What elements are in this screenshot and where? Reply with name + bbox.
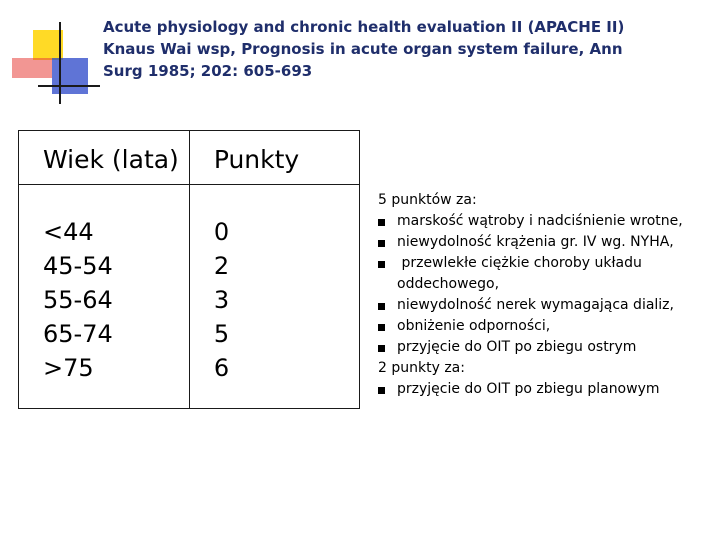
square-bullet-icon [378,219,385,226]
list-item-text: marskość wątroby i nadciśnienie wrotne, [397,213,683,229]
square-bullet-icon [378,240,385,247]
square-bullet-icon [378,324,385,331]
age-value: <44 [43,218,94,246]
points-value: 0 [213,218,230,246]
square-bullet-icon [378,261,385,268]
list-item [378,295,718,316]
points-cell [189,185,359,409]
points-value: 5 [213,320,230,348]
list-item [378,337,718,358]
age-value: >75 [43,354,94,382]
decorative-logo-icon [0,0,100,110]
list-5-points [378,211,718,358]
list-item-text: przyjęcie do OIT po zbiegu ostrym [397,339,637,355]
scoring-notes [378,190,718,400]
list-item [378,253,718,295]
age-value: 65-74 [43,320,113,348]
age-value: 45-54 [43,252,113,280]
group-title-5-points: 5 punktów za: [378,192,477,208]
title-line: Acute physiology and chronic health evaluation II (APACHE II) [103,18,625,36]
age-cell [19,185,190,409]
column-header-age: Wiek (lata) [19,131,190,185]
list-item [378,211,718,232]
list-item-text: przewlekłe ciężkie choroby układu [397,255,642,271]
points-value: 3 [213,286,230,314]
page-title [103,16,703,82]
list-item-text: niewydolność nerek wymagająca dializ, [397,297,674,313]
age-points-table [18,130,360,409]
square-bullet-icon [378,345,385,352]
list-item-text: niewydolność krążenia gr. IV wg. NYHA, [397,234,674,250]
list-item [378,316,718,337]
age-value: 55-64 [43,286,113,314]
column-header-points: Punkty [189,131,359,185]
square-bullet-icon [378,387,385,394]
title-line: Knaus Wai wsp, Prognosis in acute organ system failure, Ann [103,40,623,58]
list-item-continuation: oddechowego, [397,276,500,292]
list-item [378,232,718,253]
list-2-points [378,379,718,400]
table-header-row [19,131,360,185]
points-value: 6 [213,354,230,382]
list-item [378,379,718,400]
table-row [19,185,360,409]
list-item-text: przyjęcie do OIT po zbiegu planowym [397,381,660,397]
title-line: Surg 1985; 202: 605-693 [103,62,313,80]
square-bullet-icon [378,303,385,310]
group-title-2-points: 2 punkty za: [378,360,465,376]
points-value: 2 [213,252,230,280]
list-item-text: obniżenie odporności, [397,318,551,334]
